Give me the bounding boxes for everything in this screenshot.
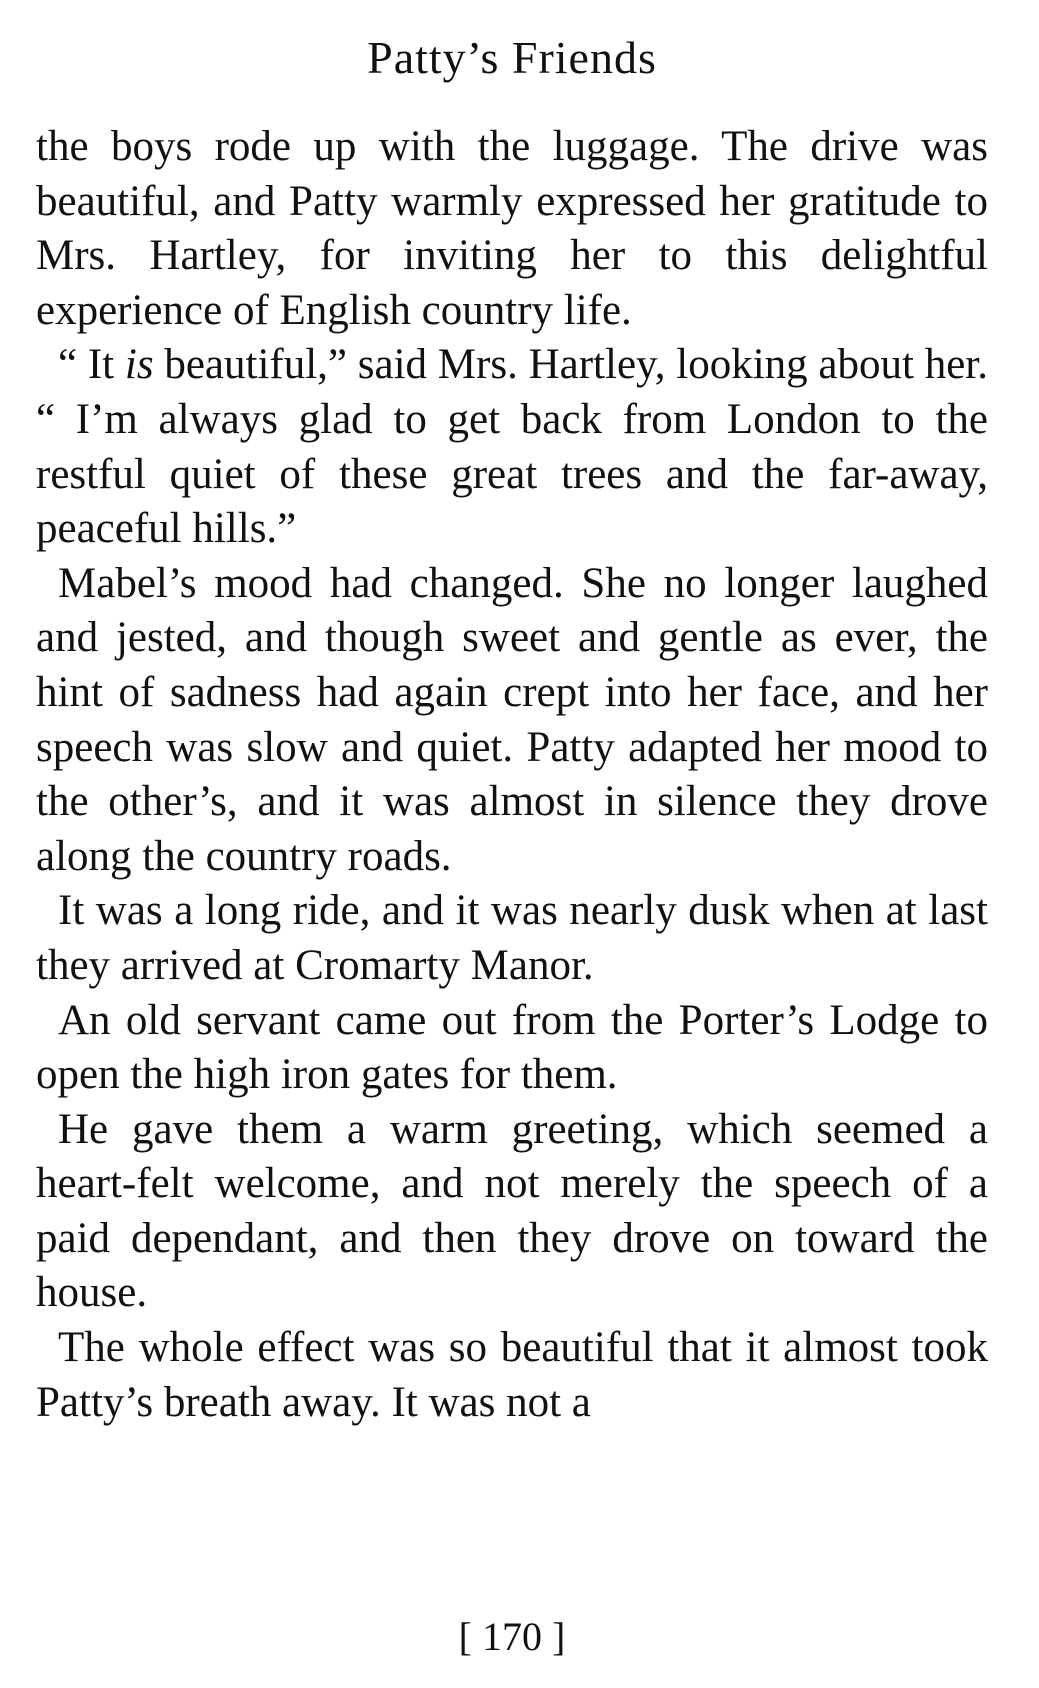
paragraph bbox=[36, 884, 988, 993]
text-run: the boys rode up with the luggage. The drive was beautiful, and Patty warmly expressed her gratitude to Mrs. Hartley, for inviting her to this delightful experience of English country life. bbox=[36, 123, 988, 334]
text-run: beautiful,” said Mrs. Hartley, looking about her. “ I’m always glad to get back from London to the restful quiet of these great trees and the far-away, peaceful hills.” bbox=[36, 341, 988, 553]
text-run: An old servant came out from the Porter’s Lodge to open the high iron gates for them. bbox=[36, 996, 988, 1099]
text-run: He gave them a warm greeting, which seemed a heart-felt welcome, and not merely the speech of a paid dependant, and then they drove on toward the house. bbox=[36, 1105, 988, 1317]
text-run: “ It bbox=[58, 341, 125, 389]
paragraph bbox=[36, 338, 988, 556]
running-head: Patty’s Friends bbox=[367, 32, 657, 83]
paragraph bbox=[36, 120, 988, 338]
paragraph bbox=[36, 1321, 988, 1430]
italic-emphasis: is bbox=[124, 341, 154, 389]
text-run: The whole effect was so beautiful that it almost took Patty’s breath away. It was not a bbox=[36, 1324, 988, 1426]
text-run: Mabel’s mood had changed. She no longer laughed and jested, and though sweet and gentle as ever, the hint of sadness had again crept into her face, and her speech was slow and quiet. Patty adapted her mood to the other’s, and it was almost in silence they drove along the country roads. bbox=[36, 559, 988, 880]
book-page bbox=[36, 0, 988, 1688]
paragraph bbox=[36, 994, 988, 1103]
paragraph bbox=[36, 557, 988, 885]
paragraph bbox=[36, 1103, 988, 1321]
text-run: It was a long ride, and it was nearly dusk when at last they arrived at Cromarty Manor. bbox=[36, 887, 988, 989]
body-text bbox=[36, 120, 988, 1430]
page-number: [ 170 ] bbox=[458, 1614, 566, 1659]
